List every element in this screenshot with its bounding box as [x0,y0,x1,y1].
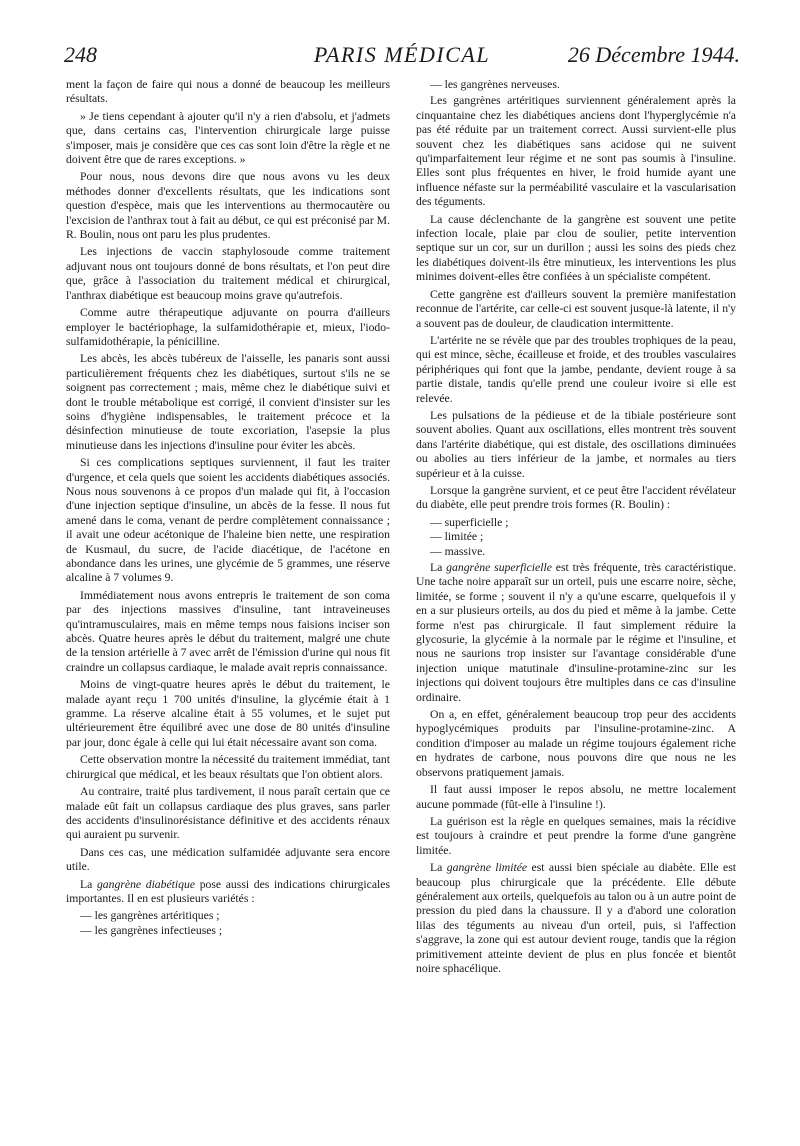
paragraph: Cette observation montre la nécessité du traitement immédiat, tant chirurgical que médical, et les beaux résultats que l'on obtient alors. [66,753,390,781]
paragraph: Lorsque la gangrène survient, et ce peut être l'accident révélateur du diabète, elle peut prendre trois formes (R. Boulin) : [416,483,736,512]
paragraph: Immédiatement nous avons entrepris le traitement de son coma par des injections massives d'insuline, tant intraveineuses qu'intramusculaires, mais en même temps nous faisions inciser son abcès. Quatre heures après le début du traitement, malgré une chute de la tension artérielle à 7 avec arrêt de l'émission d'urine qui nous fit craindre un collapsus cardiaque, le malade avait repris connaissance. [66,588,390,674]
paragraph: Les pulsations de la pédieuse et de la tibiale postérieure sont souvent abolies. Quant aux oscillations, elles montrent très souvent dans l'artérite diabétique, qui est distale, des oscillations diminuées ou abolies au tiers inférieur de la jambe, et normales au tiers supérieur et à la cuisse. [416,408,736,480]
paragraph: ment la façon de faire qui nous a donné de beaucoup les meilleurs résultats. [66,78,390,106]
paragraph: Les abcès, les abcès tubéreux de l'aisselle, les panaris sont aussi particulièrement fréquents chez les diabétiques, surtout s'ils ne se soignent pas correctement ; mais, même chez le diabétique suivi et dont le trouble métabolique est corrigé, il convient d'insister sur les soins d'hygiène indispensables, le traitement précoce et la désinfection minutieuse de toute excoriation, l'asepsie la plus minutieuse dans les injections d'insuline pour éviter les abcès. [66,352,390,452]
paragraph: La guérison est la règle en quelques semaines, mais la récidive est toujours à craindre et peut prendre la forme d'une gangrène limitée. [416,814,736,857]
text-run: pose aussi des indications chirurgicales importantes. Il en est plusieurs variétés : [66,877,390,905]
text-run: La [430,861,447,875]
paragraph: Les injections de vaccin staphylosoude comme traitement adjuvant nous ont toujours donné de bons résultats, et l'on peut dire que, grâce à l'association du traitement médical et chirurgical, l'anthrax diabétique est beaucoup moins grave qu'autrefois. [66,245,390,302]
paragraph: La cause déclenchante de la gangrène est souvent une petite infection locale, plaie par clou de soulier, petite intervention septique sur un cor, sur un durillon ; aussi les soins des pieds chez les diabétiques doivent-ils être minutieux, les interventions les plus minimes doivent-elles être confiées à un spécialiste compétent. [416,212,736,284]
text-run: est très fréquente, très caractéristique. Une tache noire apparaît sur un orteil, puis une escarre noire, sèche, limitée, se forme ; souvent il n'y a qu'une escarre, quelquefois il y en a sur plusieurs orteils, au dos du pied et même à la jambe. Cette forme n'est pas chirurgicale. Il faut simplement réduire la glycosurie, la glycémie à la normale par le régime et l'insuline, et nous ne saurions trop insister sur l'avantage considérable d'une injection unique matutinale d'insuline-protamine-zinc sur les injections qui doivent toujours être multiples dans ce cas d'insuline ordinaire. [416,561,736,704]
paragraph [416,561,736,705]
gangrene-varieties-list-continued [416,78,736,92]
paragraph [416,861,736,976]
text-run: La [80,877,97,891]
left-column [66,78,390,940]
list-item: — les gangrènes artéritiques ; [80,909,390,923]
italic-term: gangrène limitée [446,861,528,875]
paragraph: L'artérite ne se révèle que par des troubles trophiques de la peau, qui est mince, sèche, écailleuse et froide, et des troubles vasculaires périphériques qui font que la jambe, pendante, devient rouge à sa partie distale, tandis qu'elle prend une couleur ivoire si elle est relevée. [416,333,736,405]
paragraph: » Je tiens cependant à ajouter qu'il n'y a rien d'absolu, et j'admets que, dans certains cas, l'intervention chirurgicale large puisse s'imposer, mais je considère que ces cas sont loin d'être la règle et ne doivent être que de rares exceptions. » [66,109,390,167]
list-item: — limitée ; [430,530,484,544]
text-run: La [430,561,447,574]
gangrene-forms-list [416,516,736,559]
page-number: 248 [64,42,97,67]
text-run: est aussi bien spéciale au diabète. Elle est beaucoup plus chirurgicale que la précédente. Elle débute généralement aux orteils, quelquefois au talon ou à un autre point de pression du pied dans la chaussure. Il y a d'abord une coloration lilas des téguments au niveau d'un orteil, puis, si l'affection s'aggrave, la zone qui est autour devient rouge, tandis que la région primitivement atteinte devient de plus en plus foncée et bientôt noire sphacélique. [416,861,737,975]
paragraph: Dans ces cas, une médication sulfamidée adjuvante sera encore utile. [66,845,390,874]
paragraph: Si ces complications septiques surviennent, il faut les traiter d'urgence, et cela quels que soient les accidents diabétiques associés. Nous nous souvenons à ce propos d'un malade qui fit, à l'occasion d'une injection septique d'insuline, un abcès de la fesse. Il nous fut amené dans le coma, venant de perdre complètement connaissance ; il avait une odeur acétonique de l'haleine bien nette, une respiration de Kusmaul, du sucre, de l'acide diacétique, de l'acétone en abondance dans les urines, une glycémie de 5 grammes, une réserve alcaline à 7 volumes 9. [66,456,390,585]
paragraph: Les gangrènes artéritiques surviennent généralement après la cinquantaine chez les diabétiques anciens dont l'hyperglycémie n'a pas été réduite par un traitement correct. Aussi survient-elle plus souvent chez les diabétiques sans acidose qui ne suivent qu'imparfaitement leur régime et ne sont pas soumis à l'insuline. Elles sont plus fréquentes en hiver, le froid humide ayant une influence néfaste sur la perméabilité vasculaire et la vascularisation des téguments. [416,94,736,209]
italic-term: gangrène diabétique [96,877,196,891]
page-header [64,40,740,70]
gangrene-varieties-list [66,909,390,938]
paragraph [66,878,390,907]
italic-term: gangrène superficielle [446,561,552,574]
list-item: — les gangrènes nerveuses. [430,78,560,91]
right-column [416,78,736,979]
paragraph: Pour nous, nous devons dire que nous avons vu les deux méthodes donner d'excellents résultats, que les indications sont question d'espèce, mais que les interventions au thermocautère ou l'excision de l'anthrax tout à fait au début, ce qui est préconisé par M. R. Boulin, nous ont paru les plus prudentes. [66,170,390,242]
list-item: — superficielle ; [430,515,509,529]
paragraph: On a, en effet, généralement beaucoup trop peur des accidents hypoglycémiques produits par l'insuline-protamine-zinc. A condition d'imposer au malade un régime toujours également riche en hydrates de carbone, nous pouvons dire que nous ne les observons pratiquement jamais. [416,708,736,779]
paragraph: Au contraire, traité plus tardivement, il nous paraît certain que ce malade eût fait un collapsus cardiaque des plus graves, sans parler des accidents d'insulinorésistance définitive et des accidents rénaux qui auraient pu survenir. [66,785,390,842]
paragraph: Cette gangrène est d'ailleurs souvent la première manifestation reconnue de l'artérite, car celle-ci est souvent jusque-là latente, il n'y a souvent pas de douleur, de claudication intermittente. [416,287,736,330]
journal-title: PARIS MÉDICAL [313,42,491,67]
list-item: — massive. [430,544,486,558]
paragraph: Moins de vingt-quatre heures après le début du traitement, le malade ayant reçu 1 700 unités d'insuline, la glycémie était à 1 gramme. La réserve alcaline était à 55 volumes, et le sujet put ultérieurement être équilibré avec une dose de 80 unités d'insuline par jour, donc égale à celle qui lui était nécessaire avant son coma. [66,678,390,749]
paragraph: Comme autre thérapeutique adjuvante on pourra d'ailleurs employer le bactériophage, la sulfamidothérapie et, mieux, l'iodo-sulfamidothérapie, la pénicilline. [66,306,390,348]
issue-date: 26 Décembre 1944. [567,42,740,67]
list-item: — les gangrènes infectieuses ; [80,924,390,938]
paragraph: Il faut aussi imposer le repos absolu, ne mettre localement aucune pommade (fût-elle à l'insuline !). [416,783,736,811]
